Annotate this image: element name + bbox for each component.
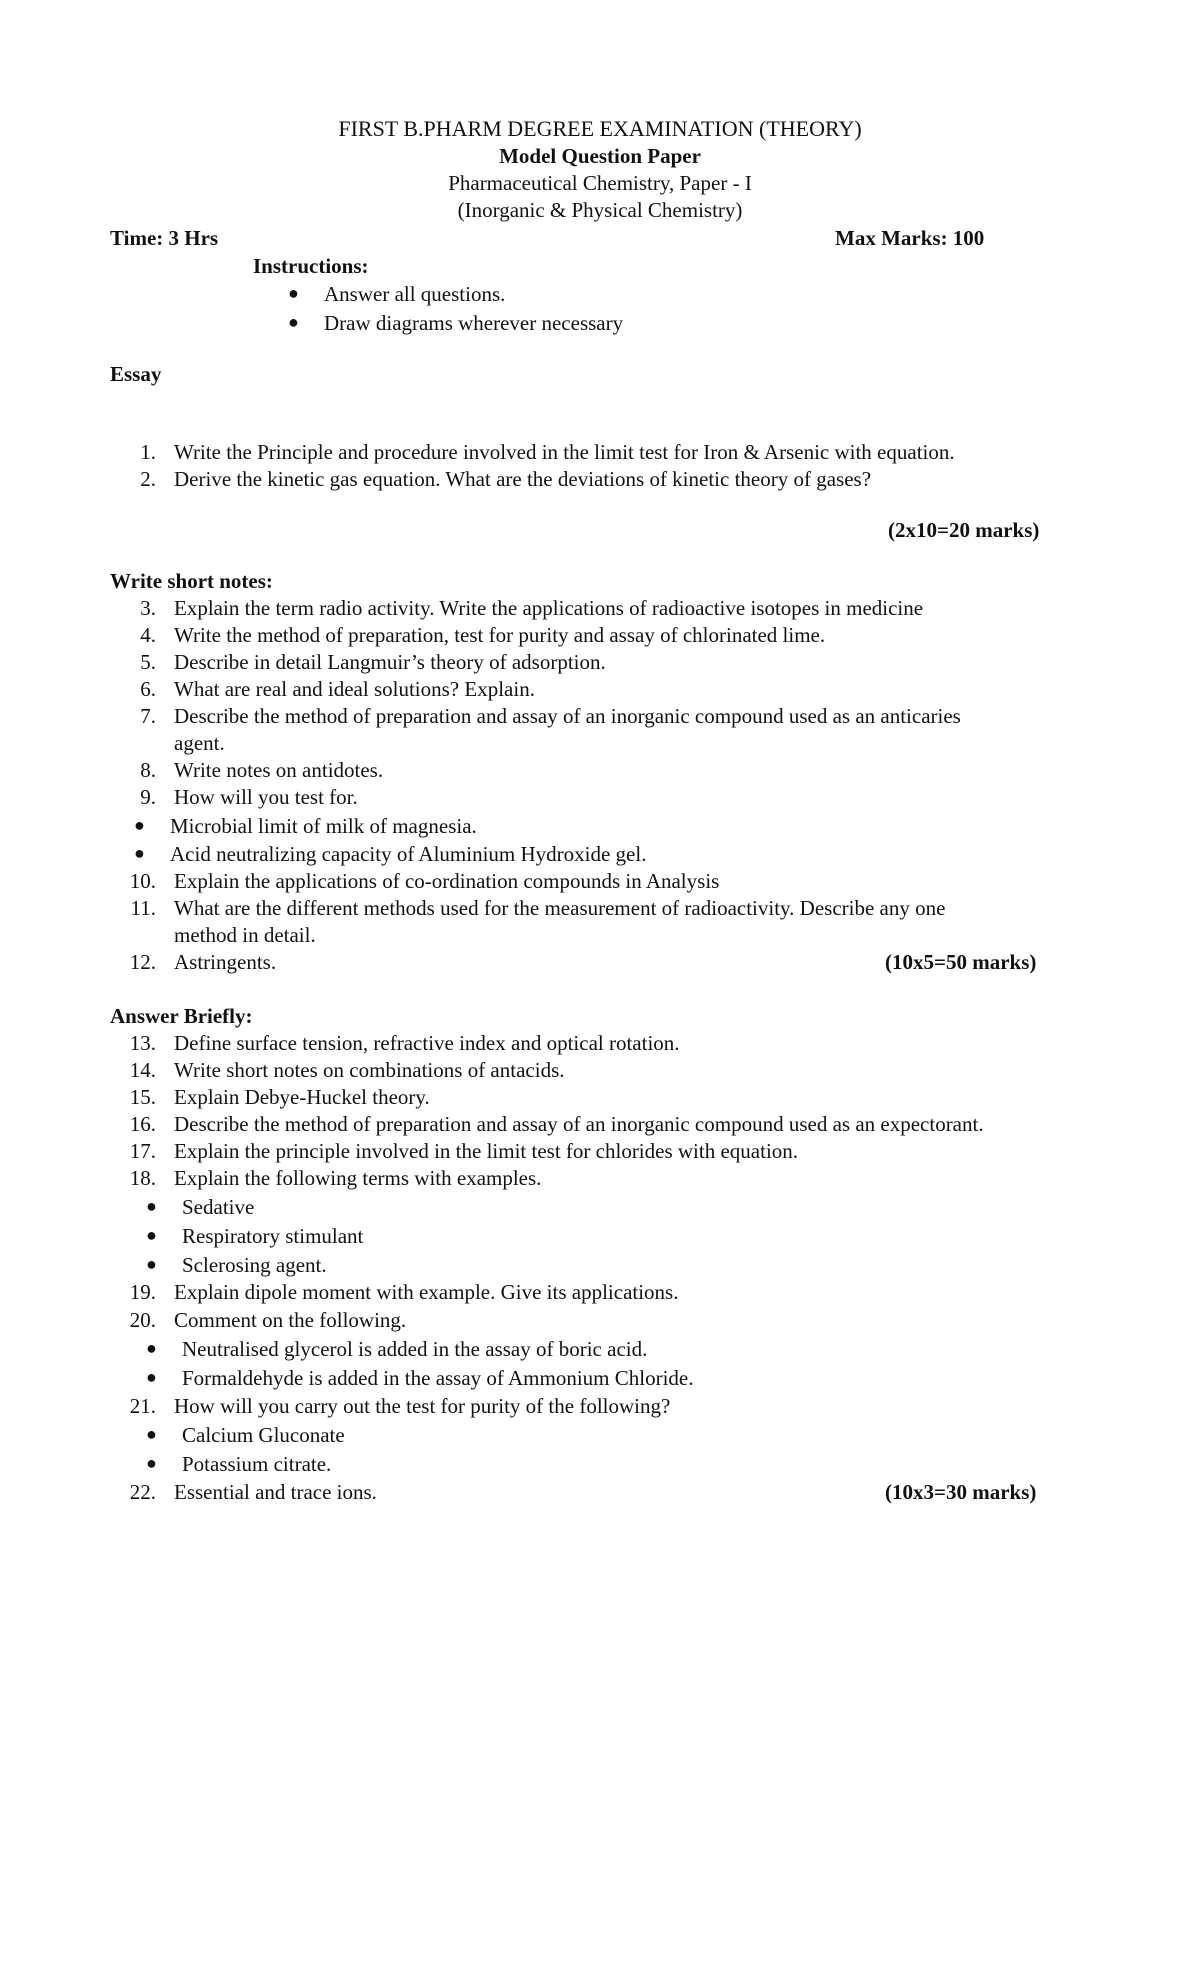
bullet-icon: ●: [288, 283, 299, 303]
bullet-icon: ●: [134, 815, 145, 835]
question-text: Derive the kinetic gas equation. What are the deviations of kinetic theory of gases?: [174, 467, 872, 491]
question-number: 16.: [129, 1112, 156, 1136]
question-text: Describe in detail Langmuir’s theory of adsorption.: [174, 650, 606, 674]
bullet-icon: ●: [146, 1254, 157, 1274]
question-text: What are the different methods used for the measurement of radioactivity. Describe any one: [174, 896, 946, 920]
question-text: Explain Debye-Huckel theory.: [174, 1085, 430, 1109]
question-number: 5.: [140, 650, 156, 674]
question-number: 21.: [129, 1394, 156, 1418]
question-number: 10.: [129, 869, 156, 893]
question-number: 2.: [140, 467, 156, 491]
sub-item: Formaldehyde is added in the assay of Ammonium Chloride.: [182, 1366, 694, 1390]
instruction-item: Draw diagrams wherever necessary: [324, 311, 624, 335]
short-notes-heading: Write short notes:: [110, 569, 273, 593]
time-label: Time: 3 Hrs: [110, 226, 219, 250]
question-text: Describe the method of preparation and assay of an inorganic compound used as an expectorant.: [174, 1112, 984, 1136]
question-text: What are real and ideal solutions? Explain.: [174, 677, 535, 701]
sub-item: Neutralised glycerol is added in the assay of boric acid.: [182, 1337, 648, 1361]
question-number: 9.: [140, 785, 156, 809]
sub-item: Sedative: [182, 1195, 255, 1219]
sub-item: Potassium citrate.: [182, 1452, 332, 1476]
sub-item: Microbial limit of milk of magnesia.: [170, 814, 477, 838]
bullet-icon: ●: [146, 1367, 157, 1387]
question-number: 4.: [140, 623, 156, 647]
question-text: How will you test for.: [174, 785, 358, 809]
question-text: How will you carry out the test for purity of the following?: [174, 1394, 671, 1418]
instruction-item: Answer all questions.: [324, 282, 506, 306]
question-text: Write the method of preparation, test for purity and assay of chlorinated lime.: [174, 623, 826, 647]
question-text: Write the Principle and procedure involved in the limit test for Iron & Arsenic with equation.: [174, 440, 955, 464]
question-number: 20.: [129, 1308, 156, 1332]
bullet-icon: ●: [146, 1225, 157, 1245]
question-number: 19.: [129, 1280, 156, 1304]
paper-subname: (Inorganic & Physical Chemistry): [457, 198, 743, 222]
question-number: 15.: [129, 1085, 156, 1109]
bullet-icon: ●: [288, 312, 299, 332]
question-number: 7.: [140, 704, 156, 728]
question-number: 3.: [140, 596, 156, 620]
question-text: Explain the following terms with examples.: [174, 1166, 542, 1190]
question-number: 14.: [129, 1058, 156, 1082]
bullet-icon: ●: [146, 1453, 157, 1473]
question-text: Explain the applications of co-ordination compounds in Analysis: [174, 869, 720, 893]
question-text: Define surface tension, refractive index and optical rotation.: [174, 1031, 680, 1055]
question-number: 11.: [130, 896, 156, 920]
essay-heading: Essay: [110, 362, 162, 386]
question-number: 13.: [129, 1031, 156, 1055]
paper-name: Pharmaceutical Chemistry, Paper - I: [448, 171, 752, 195]
question-text: Write notes on antidotes.: [174, 758, 384, 782]
question-text: Comment on the following.: [174, 1308, 407, 1332]
brief-heading: Answer Briefly:: [110, 1004, 253, 1028]
question-text: Explain dipole moment with example. Give its applications.: [174, 1280, 679, 1304]
question-number: 8.: [140, 758, 156, 782]
sub-item: Calcium Gluconate: [182, 1423, 345, 1447]
instructions-heading: Instructions:: [253, 254, 369, 278]
question-number: 6.: [140, 677, 156, 701]
exam-title: FIRST B.PHARM DEGREE EXAMINATION (THEORY): [338, 116, 862, 141]
max-marks-label: Max Marks: 100: [835, 226, 985, 250]
question-number: 22.: [129, 1480, 156, 1504]
question-text: Essential and trace ions.: [174, 1480, 377, 1504]
question-number: 1.: [140, 440, 156, 464]
short-notes-marks: (10x5=50 marks): [885, 950, 1037, 974]
brief-marks: (10x3=30 marks): [885, 1480, 1037, 1504]
question-text-continued: agent.: [174, 731, 225, 755]
paper-subtitle: Model Question Paper: [499, 144, 701, 168]
question-text: Describe the method of preparation and assay of an inorganic compound used as an anticaries: [174, 704, 961, 728]
question-number: 18.: [129, 1166, 156, 1190]
bullet-icon: ●: [146, 1424, 157, 1444]
bullet-icon: ●: [134, 843, 145, 863]
essay-marks: (2x10=20 marks): [888, 518, 1040, 542]
question-text-continued: method in detail.: [174, 923, 316, 947]
question-text: Astringents.: [174, 950, 277, 974]
bullet-icon: ●: [146, 1338, 157, 1358]
question-number: 12.: [129, 950, 156, 974]
question-text: Explain the term radio activity. Write the applications of radioactive isotopes in medicine: [174, 596, 924, 620]
sub-item: Respiratory stimulant: [182, 1224, 364, 1248]
sub-item: Sclerosing agent.: [182, 1253, 327, 1277]
question-text: Write short notes on combinations of antacids.: [174, 1058, 565, 1082]
question-text: Explain the principle involved in the limit test for chlorides with equation.: [174, 1139, 799, 1163]
bullet-icon: ●: [146, 1196, 157, 1216]
question-number: 17.: [129, 1139, 156, 1163]
sub-item: Acid neutralizing capacity of Aluminium Hydroxide gel.: [170, 842, 647, 866]
